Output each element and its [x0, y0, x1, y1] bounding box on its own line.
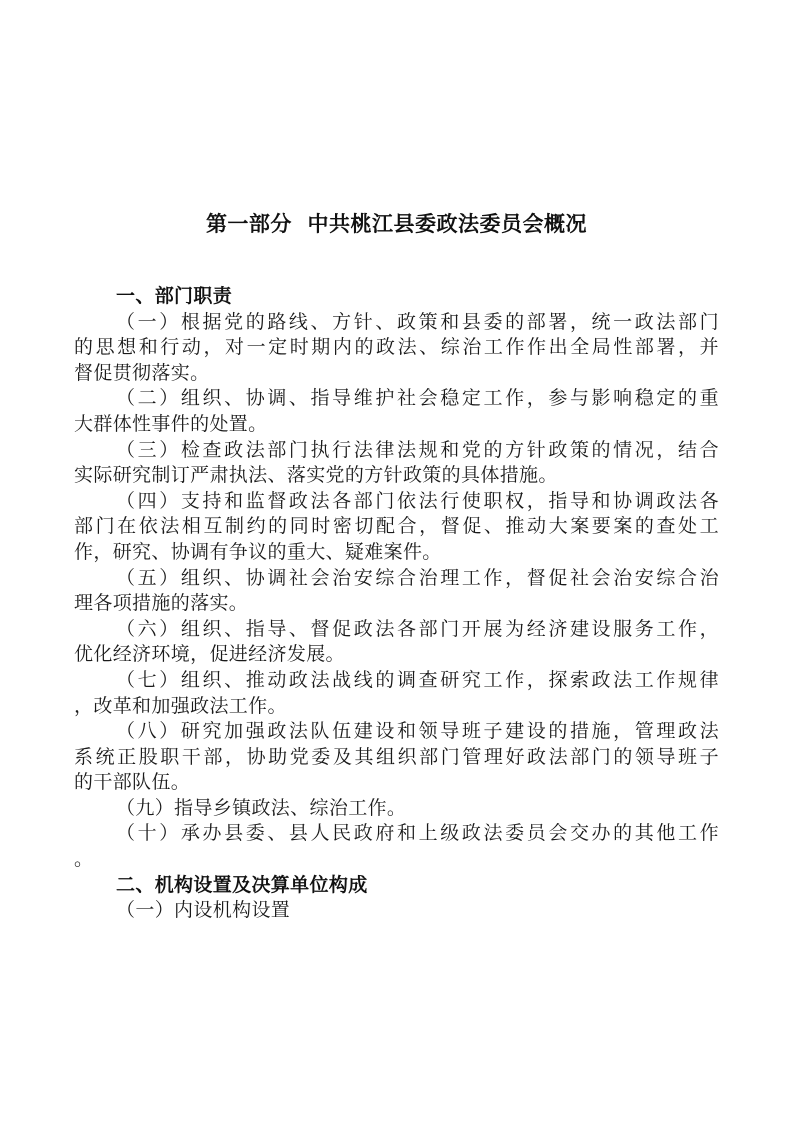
paragraph-line: （十）承办县委、县人民政府和上级政法委员会交办的其他工作	[116, 822, 719, 845]
paragraph-line: （一）内设机构设置	[116, 899, 291, 922]
paragraph-line: 优化经济环境，促进经济发展。	[74, 643, 345, 666]
paragraph-line: 作，研究、协调有争议的重大、疑难案件。	[74, 540, 442, 563]
page-title: 第一部分 中共桃江县委政法委员会概况	[205, 212, 588, 236]
paragraph-line: 实际研究制订严肃执法、落实党的方针政策的具体措施。	[74, 464, 558, 487]
paragraph-line: 。	[74, 848, 94, 871]
paragraph-line: （八）研究加强政法队伍建设和领导班子建设的措施，管理政法	[116, 720, 719, 743]
paragraph-line: 的思想和行动，对一定时期内的政法、综治工作作出全局性部署，并	[74, 336, 719, 359]
paragraph-line: （四）支持和监督政法各部门依法行使职权，指导和协调政法各	[116, 489, 719, 512]
paragraph-line: （三）检查政法部门执行法律法规和党的方针政策的情况，结合	[116, 438, 719, 461]
paragraph-line: （五）组织、协调社会治安综合治理工作，督促社会治安综合治	[116, 566, 719, 589]
paragraph-line: 的干部队伍。	[74, 771, 191, 794]
paragraph-line: 理各项措施的落实。	[74, 592, 249, 615]
paragraph-line: （一）根据党的路线、方针、政策和县委的部署，统一政法部门	[116, 310, 719, 333]
paragraph-line: 大群体性事件的处置。	[74, 412, 268, 435]
paragraph-line: （九）指导乡镇政法、综治工作。	[116, 796, 407, 819]
section-heading: 二、机构设置及决算单位构成	[116, 873, 368, 896]
paragraph-line: 系统正股职干部，协助党委及其组织部门管理好政法部门的领导班子	[74, 745, 719, 768]
paragraph-line: （六）组织、指导、督促政法各部门开展为经济建设服务工作，	[116, 617, 719, 640]
paragraph-line: （二）组织、协调、指导维护社会稳定工作，参与影响稳定的重	[116, 387, 719, 410]
paragraph-line: 部门在依法相互制约的同时密切配合，督促、推动大案要案的查处工	[74, 515, 719, 538]
section-heading: 一、部门职责	[116, 285, 233, 307]
paragraph-line: ，改革和加强政法工作。	[74, 694, 287, 717]
paragraph-line: （七）组织、推动政法战线的调查研究工作，探索政法工作规律	[116, 668, 719, 691]
document-body	[74, 284, 719, 924]
paragraph-line: 督促贯彻落实。	[74, 361, 210, 384]
